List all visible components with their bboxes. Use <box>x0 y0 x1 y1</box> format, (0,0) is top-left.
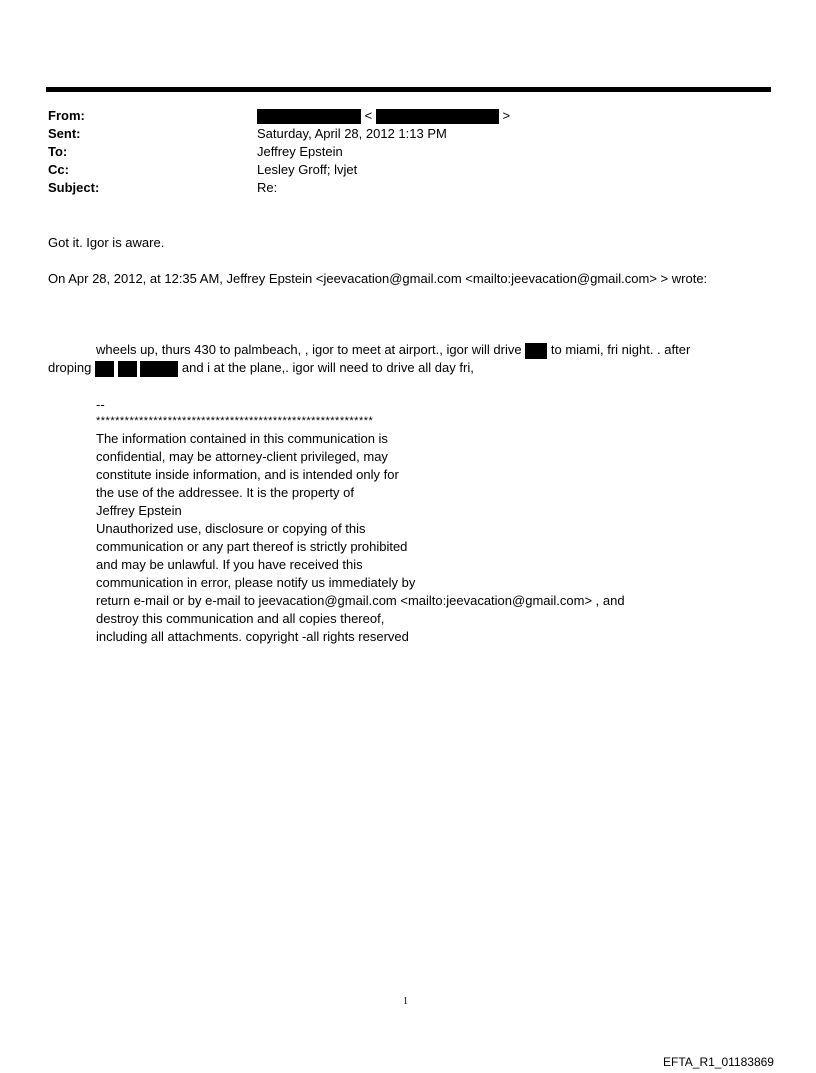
redaction-block <box>257 109 361 124</box>
redaction-block <box>376 109 499 124</box>
disclaimer-line: return e-mail or by e-mail to jeevacation@gmail.com <mailto:jeevacation@gmail.com> , and <box>96 593 625 608</box>
disclaimer-line: Unauthorized use, disclosure or copying of this <box>96 521 366 536</box>
sent-label: Sent: <box>48 126 81 141</box>
cc-value: Lesley Groff; lvjet <box>257 162 358 177</box>
signature-stars: ********************************************************** <box>96 415 374 427</box>
from-label: From: <box>48 108 85 123</box>
quoted-line-1 <box>96 341 690 359</box>
disclaimer-line: destroy this communication and all copies thereof, <box>96 611 385 626</box>
quoted-line-1-start: wheels up, thurs 430 to palmbeach, , igor to meet at airport., igor will drive <box>96 342 522 357</box>
signature-dashes: -- <box>96 397 105 412</box>
from-open-bracket: < <box>364 108 373 123</box>
disclaimer-line: communication in error, please notify us immediately by <box>96 575 416 590</box>
quote-intro: On Apr 28, 2012, at 12:35 AM, Jeffrey Epstein <jeevacation@gmail.com <mailto:jeevacation@gmail.com> > wrote: <box>48 271 708 286</box>
redaction-block <box>525 343 547 359</box>
from-close-bracket: > <box>502 108 511 123</box>
quoted-line-1-end: to miami, fri night. . after <box>550 342 691 357</box>
quoted-line-2 <box>48 359 474 377</box>
disclaimer-line: confidential, may be attorney-client privileged, may <box>96 449 388 464</box>
sent-value: Saturday, April 28, 2012 1:13 PM <box>257 126 447 141</box>
disclaimer-line: constitute inside information, and is intended only for <box>96 467 399 482</box>
redaction-block <box>140 361 178 377</box>
subject-label: Subject: <box>48 180 100 195</box>
disclaimer <box>96 430 625 646</box>
to-value: Jeffrey Epstein <box>257 144 343 159</box>
disclaimer-line: the use of the addressee. It is the property of <box>96 485 354 500</box>
subject-value: Re: <box>257 180 278 195</box>
to-label: To: <box>48 144 68 159</box>
bates-number: EFTA_R1_01183869 <box>663 1055 774 1069</box>
from-value <box>257 107 510 125</box>
quoted-line-2-end: and i at the plane,. igor will need to drive all day fri, <box>181 360 474 375</box>
header-rule <box>46 87 771 92</box>
disclaimer-line: The information contained in this communication is <box>96 431 388 446</box>
quoted-line-2-start: droping <box>48 360 92 375</box>
cc-label: Cc: <box>48 162 69 177</box>
disclaimer-line: including all attachments. copyright -all rights reserved <box>96 629 409 644</box>
page-number: 1 <box>403 996 408 1007</box>
disclaimer-line: and may be unlawful. If you have received this <box>96 557 363 572</box>
redaction-block <box>118 361 137 377</box>
disclaimer-line: communication or any part thereof is strictly prohibited <box>96 539 408 554</box>
redaction-block <box>95 361 114 377</box>
disclaimer-line: Jeffrey Epstein <box>96 503 182 518</box>
reply-text: Got it. Igor is aware. <box>48 235 165 250</box>
